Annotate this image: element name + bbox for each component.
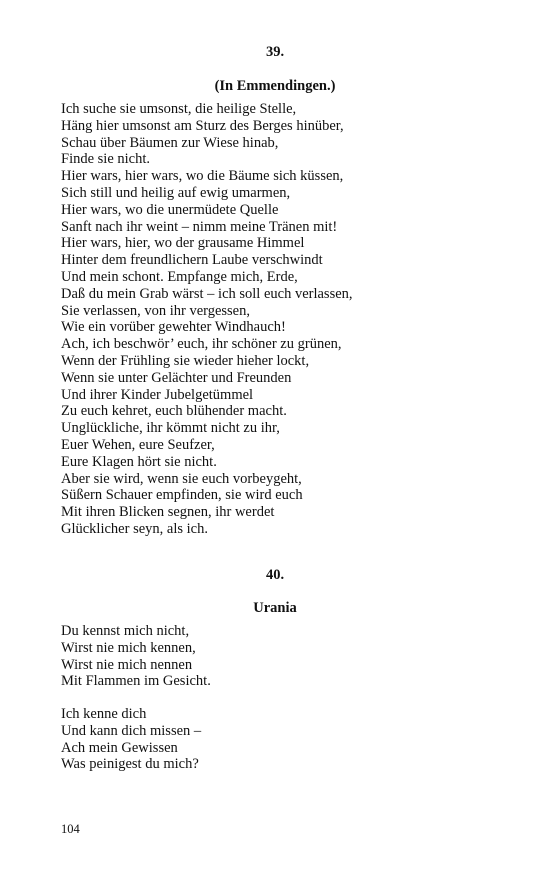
poem-line: Häng hier umsonst am Sturz des Berges hinüber, [61,117,344,134]
poem-line: Ich suche sie umsonst, die heilige Stelle, [61,101,297,117]
poem-line: Hier wars, wo die unermüdete Quelle [61,201,279,218]
poem-line: Mit Flammen im Gesicht. [61,673,211,690]
poem-line: Ich kenne dich [61,706,147,722]
poem-line: Wirst nie mich kennen, [61,639,196,656]
poem-line: Ach mein Gewissen [61,739,178,756]
poem-line: Hier wars, hier, wo der grausame Himmel [61,235,305,252]
poem-line: Wenn sie unter Gelächter und Freunden [61,369,292,386]
poem-line: Schau über Bäumen zur Wiese hinab, [61,134,279,151]
poem-stanza [61,623,501,690]
poem-line: Was peinigest du mich? [61,756,199,773]
poem-line: Zu euch kehret, euch blühender macht. [61,403,287,420]
poem-line: Und kann dich missen – [61,722,202,739]
page-number: 104 [61,822,80,836]
poem-line: Sie verlassen, von ihr vergessen, [61,302,250,319]
poem-line: Mit ihren Blicken segnen, ihr werdet [61,504,275,521]
poem-line: Wirst nie mich nennen [61,656,193,673]
poem-line: Aber sie wird, wenn sie euch vorbeygeht, [61,470,302,487]
poem-line: Sanft nach ihr weint – nimm meine Tränen mit! [61,218,338,235]
poem-line: Süßern Schauer empfinden, sie wird euch [61,487,303,504]
poem-title: (In Emmendingen.) [214,78,336,94]
poem-line: Und ihrer Kinder Jubelgetümmel [61,386,254,403]
poem-line: Euer Wehen, eure Seufzer, [61,436,215,453]
poem-line: Hier wars, hier wars, wo die Bäume sich küssen, [61,168,344,185]
poem-line: Eure Klagen hört sie nicht. [61,453,217,470]
poem-line: Ach, ich beschwör’ euch, ihr schöner zu grünen, [61,336,342,353]
poem-line: Finde sie nicht. [61,151,151,168]
poem-line: Hinter dem freundlichern Laube verschwindt [61,252,323,269]
poem-line: Wenn der Frühling sie wieder hieher lockt, [61,352,310,369]
poem-line: Du kennst mich nicht, [61,623,190,639]
poem-body [61,101,501,538]
poem-line: Wie ein vorüber gewehter Windhauch! [61,319,286,336]
poem-line: Unglückliche, ihr kömmt nicht zu ihr, [61,420,280,437]
poem-number: 39. [265,44,285,60]
poem-line: Sich still und heilig auf ewig umarmen, [61,184,291,201]
poem-line: Und mein schont. Empfange mich, Erde, [61,268,298,285]
poem-stanza [61,706,501,773]
poem-line: Glücklicher seyn, als ich. [61,520,208,537]
poem-number: 40. [265,567,285,583]
poem-line: Daß du mein Grab wärst – ich soll euch verlassen, [61,285,353,302]
poem-title: Urania [253,600,297,616]
